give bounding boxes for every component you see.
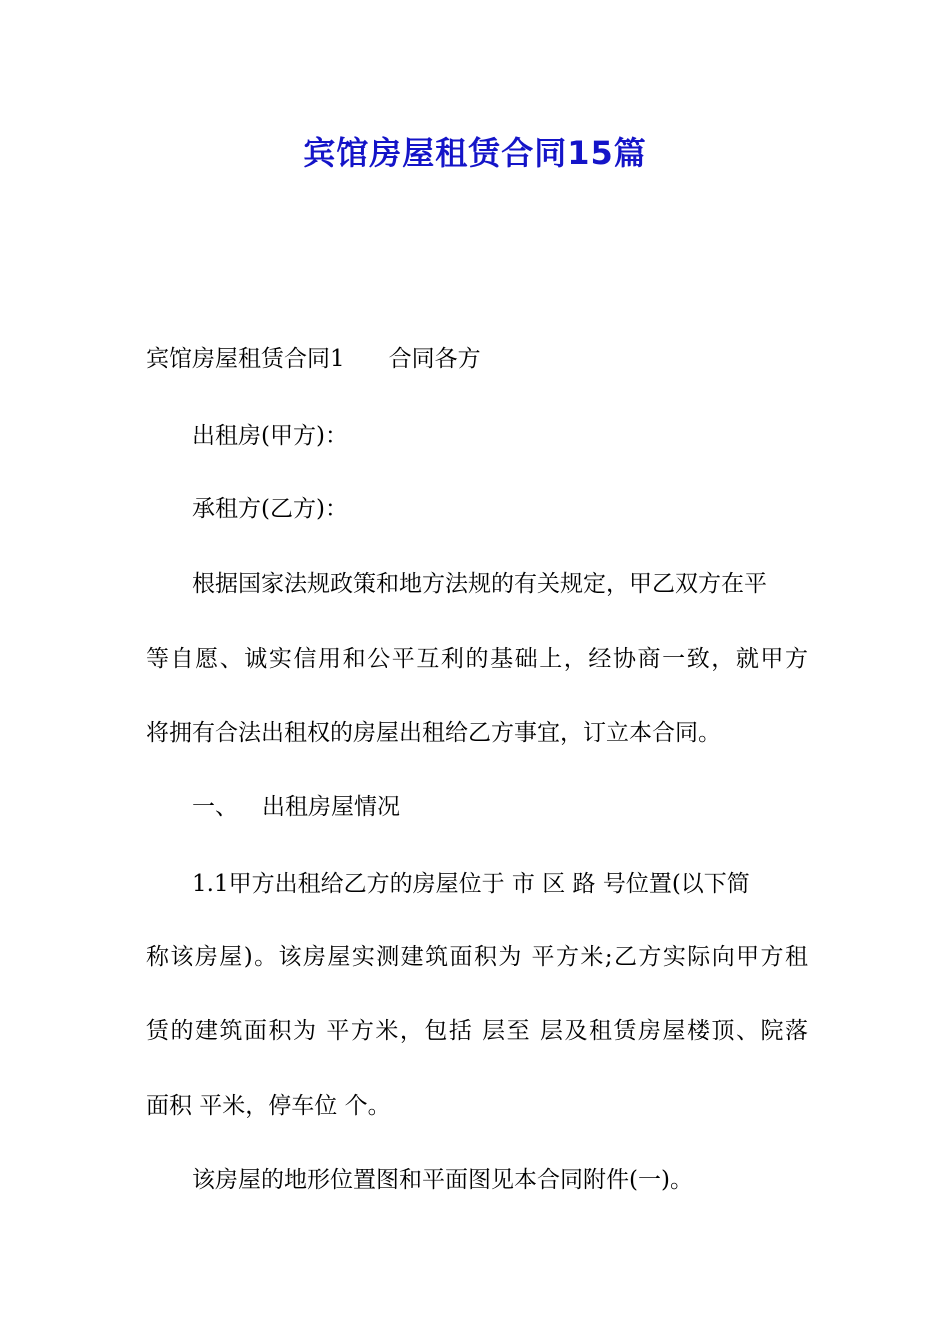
paragraph-3-line-1: 该房屋的地形位置图和平面图见本合同附件(一)。 (192, 1167, 693, 1193)
paragraph-2-line-4: 面积 平米，停车位 个。 (146, 1093, 391, 1119)
lessor-line: 出租房(甲方)： (192, 423, 348, 449)
contract-heading (146, 342, 808, 376)
paragraph-2-line-2: 称该房屋)。该房屋实测建筑面积为 平方米;乙方实际向甲方租 (146, 944, 808, 970)
paragraph-1-line-3: 将拥有合法出租权的房屋出租给乙方事宜，订立本合同。 (146, 720, 721, 746)
lessee-line: 承租方(乙方)： (192, 496, 348, 522)
section-1-number: 一、 (192, 794, 238, 820)
contract-parties-label: 合同各方 (388, 346, 481, 372)
contract-number-label: 宾馆房屋租赁合同1 (146, 346, 345, 372)
paragraph-2-line-3: 赁的建筑面积为 平方米，包括 层至 层及租赁房屋楼顶、院落 (146, 1018, 808, 1044)
paragraph-1-line-1: 根据国家法规政策和地方法规的有关规定，甲乙双方在平 (192, 571, 767, 597)
paragraph-1-line-2: 等自愿、诚实信用和公平互利的基础上，经协商一致，就甲方 (146, 646, 808, 672)
paragraph-2-line-1: 1.1甲方出租给乙方的房屋位于 市 区 路 号位置(以下简 (192, 871, 750, 897)
section-1-heading (192, 790, 854, 824)
document-title: 宾馆房屋租赁合同15篇 (303, 134, 647, 172)
section-1-title: 出租房屋情况 (262, 794, 400, 820)
